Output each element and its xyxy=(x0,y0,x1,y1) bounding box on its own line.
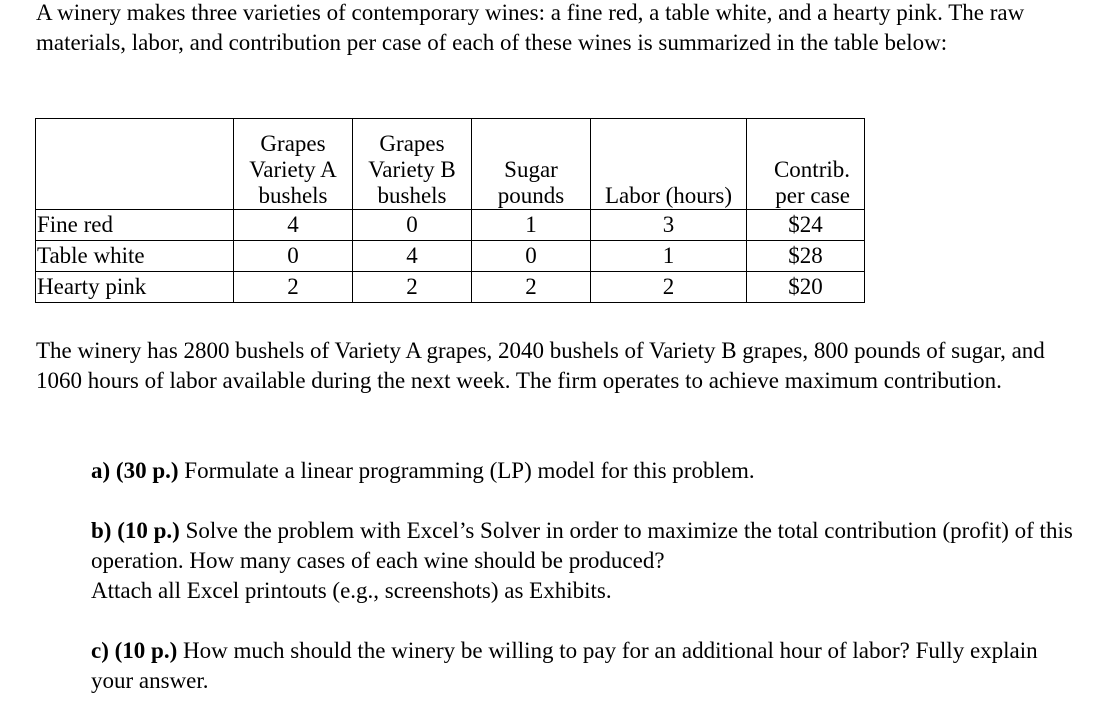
table-cell: $28 xyxy=(747,241,865,272)
header-grapes-b: Grapes Variety B bushels xyxy=(353,119,472,210)
wine-resources-table xyxy=(35,118,865,303)
header-sugar: Sugar pounds xyxy=(472,119,591,210)
table-cell: 2 xyxy=(591,272,747,303)
header-labor: Labor (hours) xyxy=(591,119,747,210)
header-contribution: Contrib. per case xyxy=(747,119,865,210)
question-a-text: Formulate a linear programming (LP) model for this problem. xyxy=(178,458,755,483)
table-cell: $20 xyxy=(747,272,865,303)
table-cell: $24 xyxy=(747,210,865,241)
question-a-tag: a) (30 p.) xyxy=(91,458,179,483)
row-label: Table white xyxy=(36,241,234,272)
question-c xyxy=(91,636,1081,696)
intro-paragraph: A winery makes three varieties of contemporary wines: a fine red, a table white, and a hearty pink. The raw materials, labor, and contribution per case of each of these wines is summarized in the table below: xyxy=(36,0,1025,55)
table-cell: 3 xyxy=(591,210,747,241)
availability-paragraph: The winery has 2800 bushels of Variety A grapes, 2040 bushels of Variety B grapes, 800 pounds of sugar, and 1060 hours of labor available during the next week. The firm operates to achieve maximum contribution. xyxy=(36,338,1045,393)
header-grapes-a: Grapes Variety A bushels xyxy=(234,119,353,210)
row-label: Fine red xyxy=(36,210,234,241)
table-cell: 2 xyxy=(353,272,472,303)
table-cell: 0 xyxy=(353,210,472,241)
table-cell: 4 xyxy=(234,210,353,241)
table-cell: 1 xyxy=(472,210,591,241)
question-b xyxy=(91,516,1081,606)
header-blank xyxy=(36,119,234,210)
question-b-extra: Attach all Excel printouts (e.g., screenshots) as Exhibits. xyxy=(91,578,612,603)
question-a xyxy=(91,456,1081,486)
table-cell: 2 xyxy=(472,272,591,303)
row-label: Hearty pink xyxy=(36,272,234,303)
question-c-tag: c) (10 p.) xyxy=(91,638,178,663)
table-row xyxy=(36,210,865,241)
table-row xyxy=(36,241,865,272)
question-c-text: How much should the winery be willing to pay for an additional hour of labor? Fully explain your answer. xyxy=(91,638,1038,693)
question-b-tag: b) (10 p.) xyxy=(91,518,180,543)
table-row xyxy=(36,272,865,303)
table-cell: 1 xyxy=(591,241,747,272)
table-cell: 4 xyxy=(353,241,472,272)
table-cell: 0 xyxy=(472,241,591,272)
table-header-row xyxy=(36,119,865,210)
table-cell: 0 xyxy=(234,241,353,272)
question-b-text: Solve the problem with Excel’s Solver in order to maximize the total contribution (profit) of this operation. How many cases of each wine should be produced? xyxy=(91,518,1073,573)
table-cell: 2 xyxy=(234,272,353,303)
